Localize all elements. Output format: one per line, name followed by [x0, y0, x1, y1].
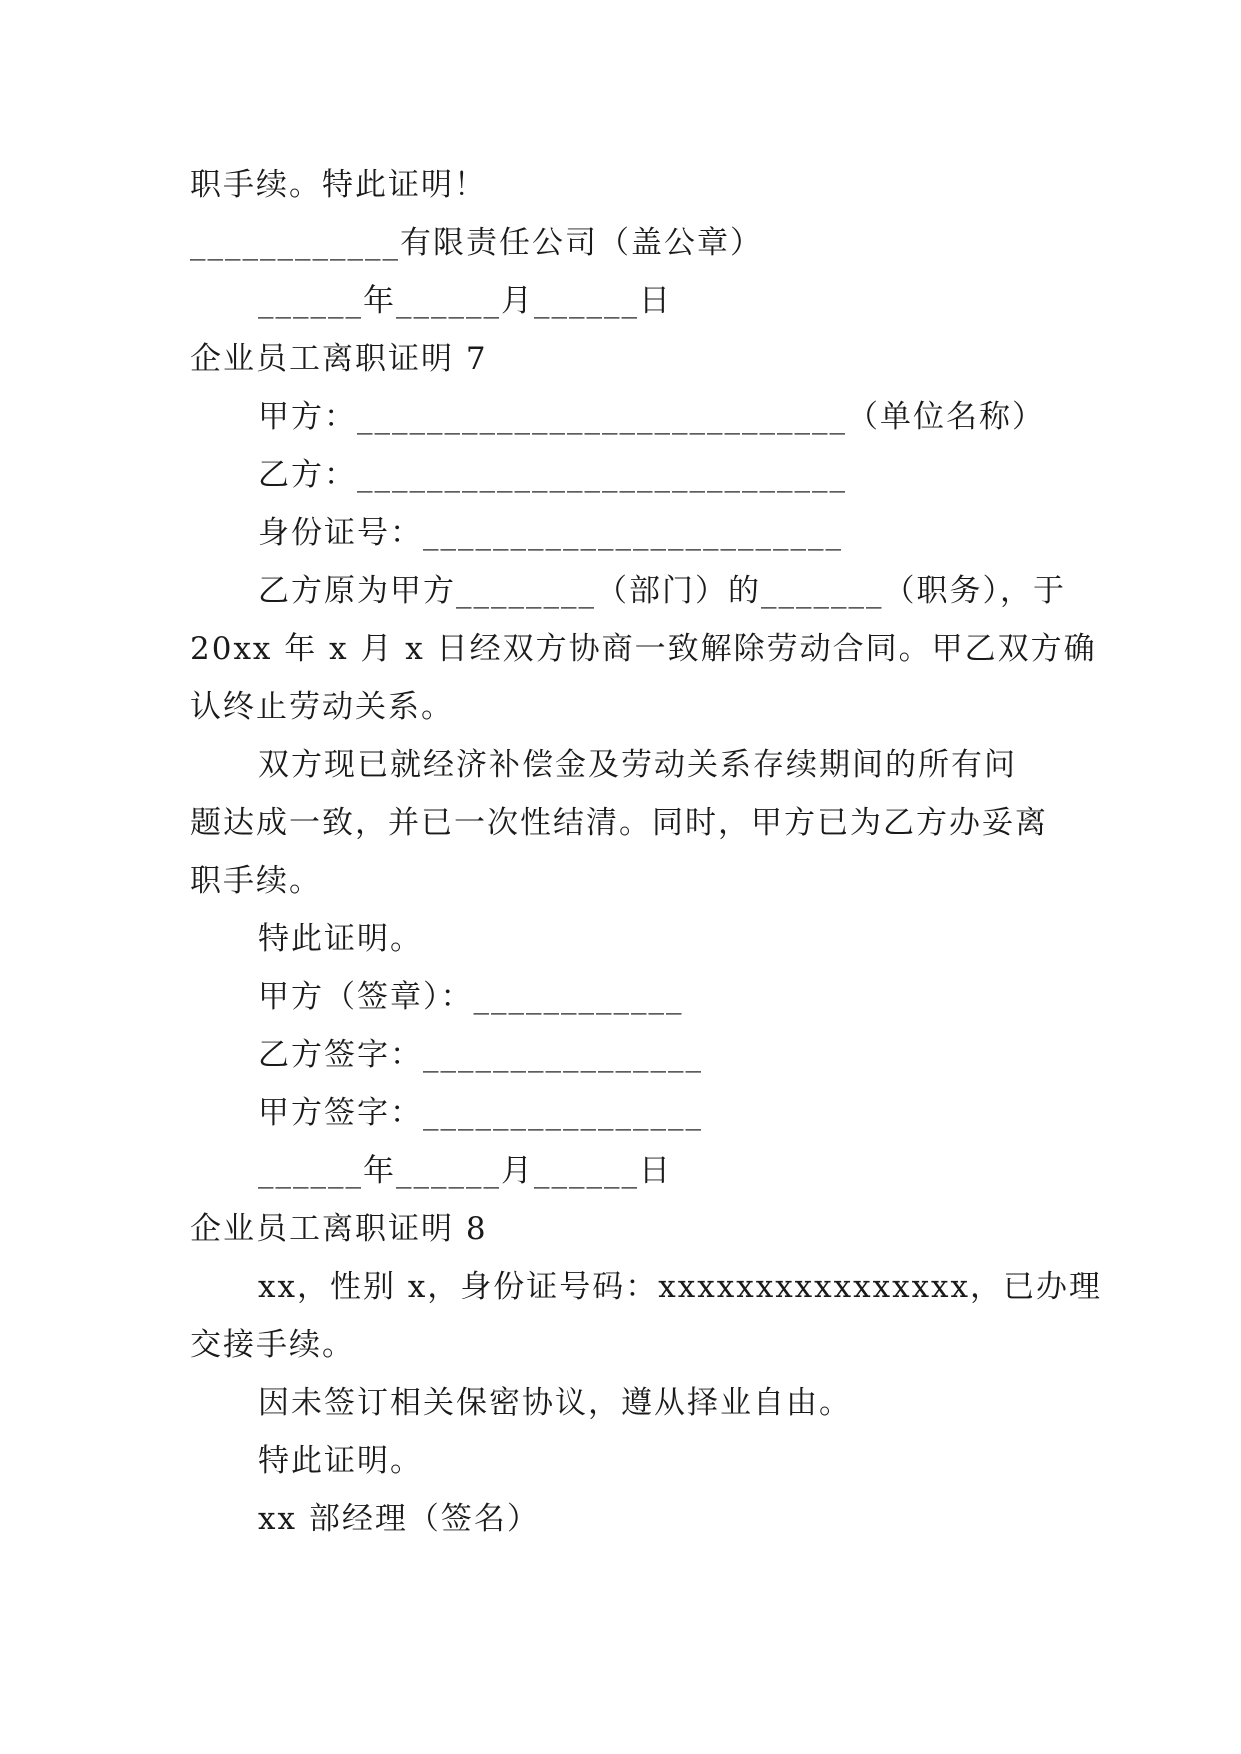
- party-b-line: 乙方：____________________________: [258, 457, 847, 493]
- paragraph-line: 题达成一致，并已一次性结清。同时，甲方已为乙方办妥离: [190, 805, 1048, 841]
- paragraph-line: 认终止劳动关系。: [190, 689, 454, 725]
- party-a-seal-line: 甲方（签章）：____________: [258, 979, 684, 1015]
- paragraph-line: 乙方原为甲方________（部门）的_______（职务），于: [258, 573, 1066, 609]
- date-line: ______年______月______日: [258, 1153, 672, 1189]
- party-a-line: 甲方：____________________________（单位名称）: [258, 399, 1045, 435]
- party-a-signature-line: 甲方签字：________________: [258, 1095, 703, 1131]
- paragraph-line: xx，性别 x，身份证号码：xxxxxxxxxxxxxxxx，已办理: [258, 1269, 1103, 1305]
- paragraph-line: 双方现已就经济补偿金及劳动关系存续期间的所有问: [258, 747, 1017, 783]
- party-b-signature-line: 乙方签字：________________: [258, 1037, 703, 1073]
- section-title: 企业员工离职证明 8: [190, 1211, 488, 1247]
- text-line: 职手续。特此证明！: [190, 167, 487, 203]
- date-line: ______年______月______日: [258, 283, 672, 319]
- paragraph-line: 20xx 年 x 月 x 日经双方协商一致解除劳动合同。甲乙双方确: [190, 631, 1097, 667]
- manager-signature-line: xx 部经理（签名）: [258, 1501, 540, 1537]
- id-number-line: 身份证号：________________________: [258, 515, 843, 551]
- paragraph-line: 职手续。: [190, 863, 322, 899]
- paragraph-line: 因未签订相关保密协议，遵从择业自由。: [258, 1385, 852, 1421]
- company-seal-line: ____________有限责任公司（盖公章）: [190, 225, 763, 261]
- paragraph-line: 交接手续。: [190, 1327, 355, 1363]
- certification-line: 特此证明。: [258, 921, 423, 957]
- certification-line: 特此证明。: [258, 1443, 423, 1479]
- section-title: 企业员工离职证明 7: [190, 341, 488, 377]
